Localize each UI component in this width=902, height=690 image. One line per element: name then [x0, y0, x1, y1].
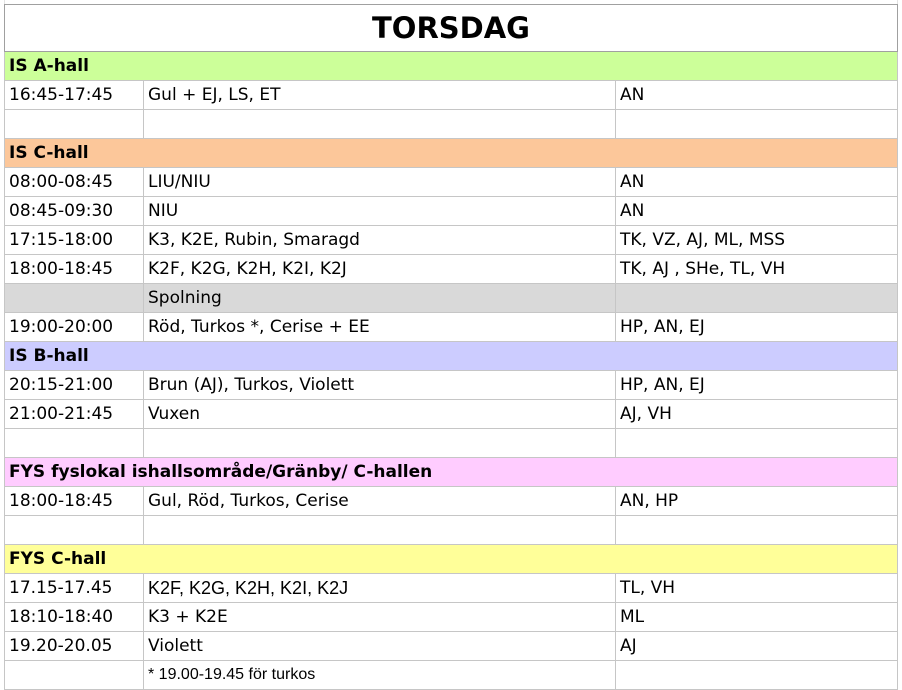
groups-cell[interactable]: Gul + EJ, LS, ET — [144, 81, 616, 110]
section-header-c-hall — [5, 139, 898, 168]
table-row — [5, 226, 898, 255]
leaders-cell[interactable]: TL, VH — [616, 574, 898, 603]
empty-cell[interactable] — [5, 110, 144, 139]
groups-cell[interactable]: K3 + K2E — [144, 603, 616, 632]
groups-cell[interactable]: Spolning — [144, 284, 616, 313]
table-row — [5, 400, 898, 429]
leaders-cell[interactable]: TK, VZ, AJ, ML, MSS — [616, 226, 898, 255]
section-header-fys-c-hall — [5, 545, 898, 574]
leaders-cell[interactable]: AJ — [616, 632, 898, 661]
time-cell[interactable]: 08:00-08:45 — [5, 168, 144, 197]
time-cell[interactable]: 18:10-18:40 — [5, 603, 144, 632]
section-header-label[interactable]: IS B-hall — [5, 342, 898, 371]
groups-cell[interactable]: Vuxen — [144, 400, 616, 429]
section-header-a-hall — [5, 52, 898, 81]
time-cell[interactable]: 20:15-21:00 — [5, 371, 144, 400]
groups-cell[interactable]: Röd, Turkos *, Cerise + EE — [144, 313, 616, 342]
table-row — [5, 81, 898, 110]
empty-cell[interactable] — [616, 110, 898, 139]
leaders-cell[interactable]: AN — [616, 197, 898, 226]
time-cell[interactable]: 19.20-20.05 — [5, 632, 144, 661]
leaders-cell[interactable]: AN — [616, 168, 898, 197]
spolning-row — [5, 284, 898, 313]
empty-cell[interactable] — [616, 429, 898, 458]
schedule-table — [4, 4, 898, 690]
section-header-fys-lokal — [5, 458, 898, 487]
table-row — [5, 197, 898, 226]
table-row — [5, 487, 898, 516]
groups-cell[interactable]: Brun (AJ), Turkos, Violett — [144, 371, 616, 400]
groups-cell[interactable]: Violett — [144, 632, 616, 661]
leaders-cell[interactable]: TK, AJ , SHe, TL, VH — [616, 255, 898, 284]
groups-cell[interactable]: LIU/NIU — [144, 168, 616, 197]
table-row — [5, 255, 898, 284]
table-row — [5, 313, 898, 342]
blank-row — [5, 110, 898, 139]
leaders-cell[interactable]: HP, AN, EJ — [616, 371, 898, 400]
groups-cell[interactable]: K2F, K2G, K2H, K2I, K2J — [144, 574, 616, 603]
section-header-label[interactable]: FYS C-hall — [5, 545, 898, 574]
time-cell[interactable]: 19:00-20:00 — [5, 313, 144, 342]
table-row — [5, 632, 898, 661]
leaders-cell[interactable] — [616, 284, 898, 313]
section-header-label[interactable]: IS A-hall — [5, 52, 898, 81]
empty-cell[interactable] — [144, 516, 616, 545]
time-cell[interactable]: 08:45-09:30 — [5, 197, 144, 226]
leaders-cell[interactable]: AN — [616, 81, 898, 110]
empty-cell[interactable] — [616, 661, 898, 690]
empty-cell[interactable] — [616, 516, 898, 545]
time-cell[interactable]: 16:45-17:45 — [5, 81, 144, 110]
groups-cell[interactable]: K2F, K2G, K2H, K2I, K2J — [144, 255, 616, 284]
blank-row — [5, 429, 898, 458]
table-row — [5, 603, 898, 632]
time-cell[interactable]: 17:15-18:00 — [5, 226, 144, 255]
time-cell[interactable]: 17.15-17.45 — [5, 574, 144, 603]
leaders-cell[interactable]: HP, AN, EJ — [616, 313, 898, 342]
time-cell[interactable]: 21:00-21:45 — [5, 400, 144, 429]
blank-row — [5, 516, 898, 545]
footnote-row — [5, 661, 898, 690]
empty-cell[interactable] — [144, 110, 616, 139]
table-row — [5, 168, 898, 197]
leaders-cell[interactable]: AN, HP — [616, 487, 898, 516]
groups-cell[interactable]: Gul, Röd, Turkos, Cerise — [144, 487, 616, 516]
page-title[interactable]: TORSDAG — [5, 5, 898, 52]
leaders-cell[interactable]: ML — [616, 603, 898, 632]
empty-cell[interactable] — [5, 516, 144, 545]
leaders-cell[interactable]: AJ, VH — [616, 400, 898, 429]
groups-cell[interactable]: K3, K2E, Rubin, Smaragd — [144, 226, 616, 255]
time-cell[interactable] — [5, 284, 144, 313]
empty-cell[interactable] — [5, 661, 144, 690]
empty-cell[interactable] — [5, 429, 144, 458]
section-header-label[interactable]: IS C-hall — [5, 139, 898, 168]
time-cell[interactable]: 18:00-18:45 — [5, 255, 144, 284]
section-header-label[interactable]: FYS fyslokal ishallsområde/Gränby/ C-hallen — [5, 458, 898, 487]
empty-cell[interactable] — [144, 429, 616, 458]
time-cell[interactable]: 18:00-18:45 — [5, 487, 144, 516]
footnote[interactable]: * 19.00-19.45 för turkos — [144, 661, 616, 690]
groups-cell[interactable]: NIU — [144, 197, 616, 226]
table-row — [5, 574, 898, 603]
table-row — [5, 371, 898, 400]
section-header-b-hall — [5, 342, 898, 371]
